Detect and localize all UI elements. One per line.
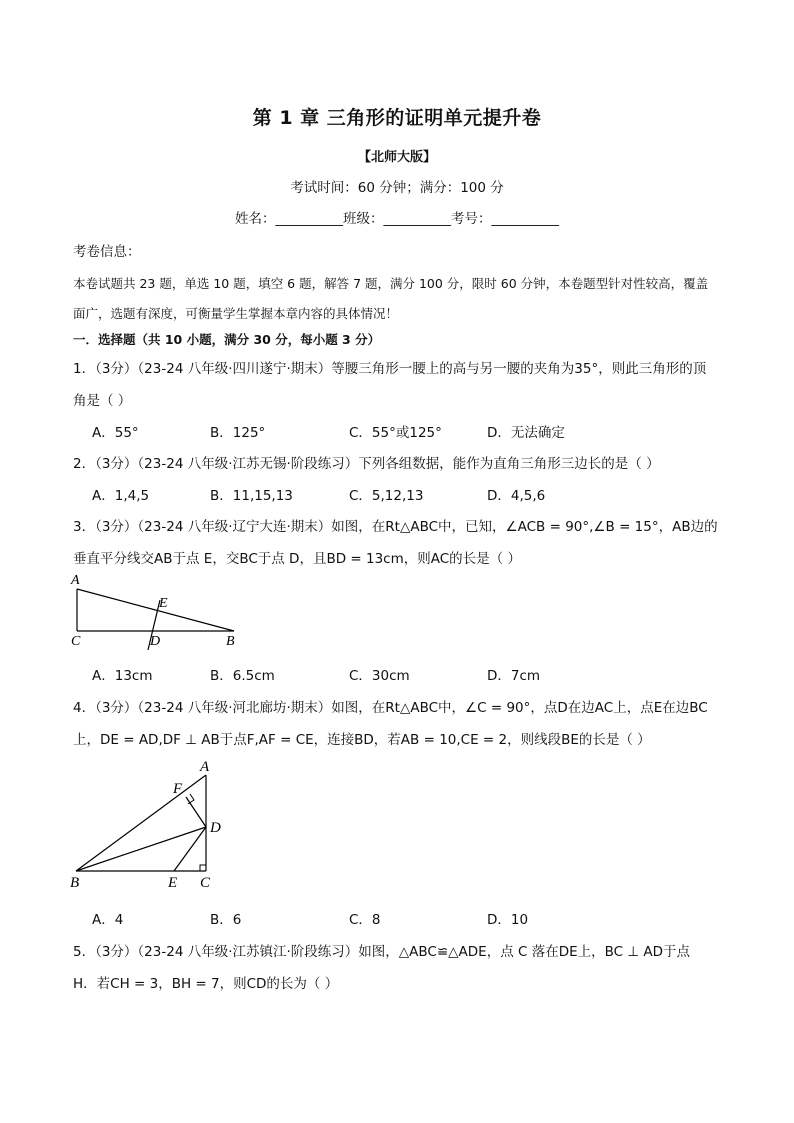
question-5-line-1: 5．（3分）（23-24 八年级·江苏镇江·阶段练习）如图，△ABC≌△ADE，点 C 落在DE上，BC ⊥ AD于点	[73, 944, 691, 960]
question-1-line-2: 角是（ ）	[73, 393, 132, 409]
exam-time: 考试时间：60 分钟；满分：100 分	[290, 180, 504, 196]
info-line-2: 面广，选题有深度，可衡量学生掌握本章内容的具体情况！	[73, 306, 399, 321]
option-c[interactable]: C．8	[349, 912, 381, 928]
question-1-line-1: 1．（3分）（23-24 八年级·四川遂宁·期末）等腰三角形一腰上的高与另一腰的夹角为35°，则此三角形的顶	[73, 361, 707, 377]
option-b[interactable]: B．6.5cm	[210, 668, 275, 684]
label-a: A	[200, 759, 210, 775]
info-line-1: 本卷试题共 23 题，单选 10 题，填空 6 题，解答 7 题，满分 100 分，限时 60 分钟，本卷题型针对性较高，覆盖	[73, 276, 709, 291]
option-d[interactable]: D．7cm	[487, 668, 541, 684]
question-2-line-1: 2．（3分）（23-24 八年级·江苏无锡·阶段练习）下列各组数据，能作为直角三角形三边长的是（ ）	[73, 456, 660, 472]
edition-label: 【北师大版】	[357, 150, 436, 165]
right-angle-mark-f	[188, 794, 194, 804]
option-d[interactable]: D．10	[487, 912, 529, 928]
question-4-line-1: 4．（3分）（23-24 八年级·河北廊坊·期末）如图，在Rt△ABC中，∠C = 90°，点D在边AC上，点E在边BC	[73, 700, 708, 716]
segment-bd	[76, 827, 206, 871]
label-f: F	[173, 781, 183, 797]
question-3-line-1: 3．（3分）（23-24 八年级·辽宁大连·期末）如图，在Rt△ABC中，已知，∠ACB = 90°,∠B = 15°，AB边的	[73, 519, 718, 535]
option-c[interactable]: C．55°或125°	[349, 425, 442, 441]
label-c: C	[71, 634, 81, 649]
segment-ab	[77, 589, 234, 631]
label-b: B	[226, 634, 235, 649]
label-c: C	[200, 875, 211, 891]
question-4-line-2: 上，DE = AD,DF ⊥ AB于点F,AF = CE，连接BD，若AB = 10,CE = 2，则线段BE的长是（ ）	[73, 732, 651, 748]
option-c[interactable]: C．5,12,13	[349, 488, 424, 504]
student-info-row: 姓名：__________班级：__________考号：__________	[235, 211, 559, 227]
option-d[interactable]: D．无法确定	[487, 425, 565, 441]
page-title: 第 1 章 三角形的证明单元提升卷	[252, 107, 542, 129]
label-e: E	[159, 596, 168, 611]
label-d: D	[210, 820, 221, 836]
label-d: D	[150, 634, 161, 649]
option-a[interactable]: A．1,4,5	[92, 488, 150, 504]
option-a[interactable]: A．13cm	[92, 668, 153, 684]
option-a[interactable]: A．4	[92, 912, 124, 928]
segment-de	[174, 827, 206, 871]
info-heading: 考卷信息：	[73, 244, 141, 260]
option-b[interactable]: B．125°	[210, 425, 266, 441]
question-3-figure	[66, 570, 246, 650]
label-e: E	[168, 875, 178, 891]
question-4-figure	[66, 755, 236, 895]
question-3-line-2: 垂直平分线交AB于点 E，交BC于点 D，且BD = 13cm，则AC的长是（ ）	[73, 551, 521, 567]
option-c[interactable]: C．30cm	[349, 668, 410, 684]
right-angle-mark-c	[200, 865, 206, 871]
option-b[interactable]: B．11,15,13	[210, 488, 293, 504]
segment-df	[186, 797, 206, 827]
segment-ab	[76, 775, 206, 871]
label-b: B	[70, 875, 80, 891]
section-heading: 一．选择题（共 10 小题，满分 30 分，每小题 3 分）	[73, 332, 381, 347]
option-b[interactable]: B．6	[210, 912, 242, 928]
option-d[interactable]: D．4,5,6	[487, 488, 546, 504]
option-a[interactable]: A．55°	[92, 425, 139, 441]
question-5-line-2: H．若CH = 3，BH = 7，则CD的长为（ ）	[73, 976, 339, 992]
label-a: A	[71, 573, 80, 588]
